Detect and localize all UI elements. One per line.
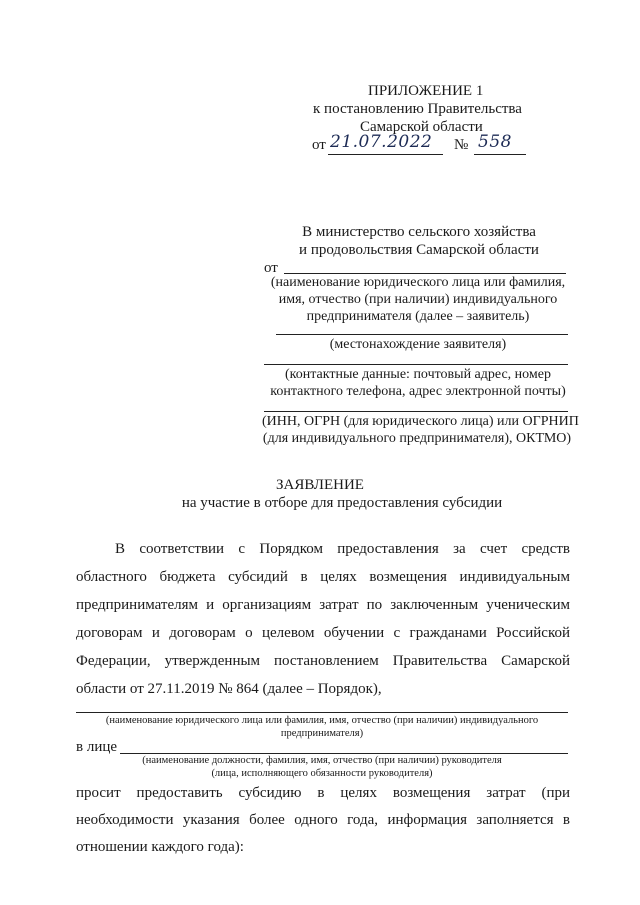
appendix-title: ПРИЛОЖЕНИЕ 1 <box>368 83 484 99</box>
document-subtitle: на участие в отборе для предоставления субсидии <box>181 495 503 511</box>
location-field-line[interactable] <box>276 334 568 335</box>
paragraph-1-line-1: В соответствии с Порядком предоставления за счет средств <box>115 541 570 557</box>
paragraph-1-line-3: предпринимателям и организациям затрат по заключенным ученическим <box>76 597 570 613</box>
from-prefix: от <box>312 137 326 153</box>
contacts-hint-2: контактного телефона, адрес электронной почты) <box>270 384 566 399</box>
paragraph-2-line-1: просит предоставить субсидию в целях возмещения затрат (при <box>76 785 570 801</box>
person-field-line[interactable] <box>120 753 568 754</box>
region-line: Самарской области <box>360 119 483 135</box>
paragraph-2-line-3: отношении каждого года): <box>76 839 244 855</box>
addressee-line-2: и продовольствия Самарской области <box>299 242 539 258</box>
location-hint: (местонахождение заявителя) <box>329 337 507 352</box>
handwritten-number: 558 <box>478 132 512 152</box>
handwritten-date: 21.07.2022 <box>330 132 433 152</box>
paragraph-2-line-2: необходимости указания более одного года, информация заполняется в <box>76 812 570 828</box>
ids-field-line[interactable] <box>264 411 568 412</box>
document-title: ЗАЯВЛЕНИЕ <box>276 477 364 493</box>
resolution-line: к постановлению Правительства <box>313 101 522 117</box>
applicant-name-field-line[interactable] <box>76 712 568 713</box>
applicant-hint-2: имя, отчество (при наличии) индивидуального <box>278 292 558 307</box>
addressee-line-1: В министерство сельского хозяйства <box>302 224 536 240</box>
ids-hint-1: (ИНН, ОГРН (для юридического лица) или ОГРНИП <box>262 414 579 429</box>
applicant-name-hint-1: (наименование юридического лица или фамилия, имя, отчество (при наличии) индивидуального <box>105 715 539 726</box>
ids-hint-2: (для индивидуального предпринимателя), ОКТМО) <box>262 431 572 446</box>
applicant-hint-3: предпринимателя (далее – заявитель) <box>306 309 530 324</box>
date-underline <box>328 154 443 155</box>
addressee-from: от <box>264 260 278 276</box>
contacts-hint-1: (контактные данные: почтовый адрес, номер <box>285 367 551 382</box>
paragraph-1-line-2: областного бюджета субсидий в целях возмещения индивидуальным <box>76 569 570 585</box>
paragraph-1-line-5: Федерации, утвержденным постановлением Правительства Самарской <box>76 653 570 669</box>
number-prefix: № <box>454 137 469 153</box>
person-prefix: в лице <box>76 739 118 755</box>
paragraph-1-line-6: области от 27.11.2019 № 864 (далее – Порядок), <box>76 681 382 697</box>
person-hint-1: (наименование должности, фамилия, имя, отчество (при наличии) руководителя <box>142 755 502 766</box>
applicant-name-hint-2: предпринимателя) <box>280 728 364 739</box>
applicant-hint-1: (наименование юридического лица или фамилия, <box>270 275 566 290</box>
contacts-field-line[interactable] <box>264 364 568 365</box>
paragraph-1-line-4: договорам и договорам о целевом обучении с гражданами Российской <box>76 625 570 641</box>
applicant-field-line[interactable] <box>284 273 566 274</box>
number-underline <box>474 154 526 155</box>
person-hint-2: (лица, исполняющего обязанности руководителя) <box>211 768 433 779</box>
